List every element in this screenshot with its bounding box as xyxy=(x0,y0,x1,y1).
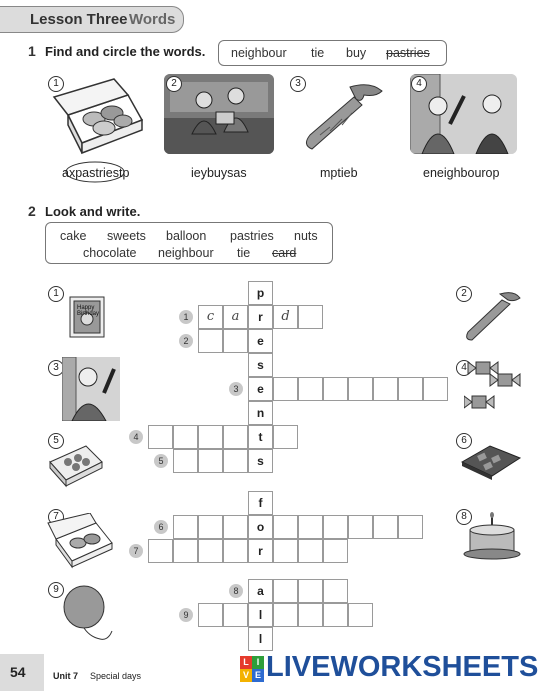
exercise1-title: Find and circle the words. xyxy=(45,44,206,59)
crossword-answer-cell[interactable] xyxy=(198,603,223,627)
crossword-answer-cell[interactable] xyxy=(223,449,248,473)
chocolate-icon xyxy=(460,442,522,480)
crossword-answer-cell[interactable] xyxy=(348,603,373,627)
word-bank-item-crossed: card xyxy=(272,246,297,260)
jumble-word: axpastriestp xyxy=(62,166,130,180)
crossword-answer-cell[interactable] xyxy=(148,425,173,449)
clue-number: 4 xyxy=(129,430,143,444)
crossword-answer-cell[interactable] xyxy=(273,539,298,563)
crossword-answer-cell[interactable] xyxy=(173,449,198,473)
picture-birthday-card xyxy=(64,295,108,339)
nuts-icon xyxy=(46,440,106,488)
unit-title: Special days xyxy=(90,671,142,681)
crossword-answer-cell[interactable] xyxy=(423,377,448,401)
crossword-answer-cell[interactable] xyxy=(198,329,223,353)
clue-number: 7 xyxy=(129,544,143,558)
crossword-answer-cell[interactable] xyxy=(298,539,323,563)
crossword-answer-cell[interactable] xyxy=(223,539,248,563)
picture-number: 7 xyxy=(48,509,64,525)
picture-number: 1 xyxy=(48,286,64,302)
clue-number: 9 xyxy=(179,608,193,622)
crossword-answer-cell[interactable] xyxy=(198,425,223,449)
neighbour-icon xyxy=(62,357,120,421)
crossword-answer-cell[interactable] xyxy=(223,603,248,627)
card-label: Happy Birthday xyxy=(77,305,100,317)
clue-number: 5 xyxy=(154,454,168,468)
picture-pastries xyxy=(46,513,118,569)
word-bank-item: pastries xyxy=(230,229,274,243)
jumble-word: mptieb xyxy=(320,166,358,180)
picture-sweets xyxy=(464,356,524,420)
picture-number: 5 xyxy=(48,433,64,449)
crossword-answer-cell[interactable] xyxy=(198,515,223,539)
badge-letter: V xyxy=(240,669,252,682)
badge-letter: L xyxy=(240,656,252,669)
crossword-answer-cell[interactable] xyxy=(298,579,323,603)
picture-neighbour xyxy=(62,357,120,421)
crossword-answer-cell[interactable] xyxy=(348,515,373,539)
crossword-solution-cell: s xyxy=(248,449,273,473)
exercise2-number: 2 xyxy=(28,203,36,219)
crossword-solution-cell: a xyxy=(248,579,273,603)
unit-label: Unit 7 xyxy=(53,671,79,681)
page-number: 54 xyxy=(10,664,26,680)
item-number-4: 4 xyxy=(411,76,427,92)
crossword-answer-cell[interactable] xyxy=(173,425,198,449)
word-bank-item: buy xyxy=(346,46,367,60)
crossword-answer-cell[interactable] xyxy=(398,377,423,401)
crossword-answer-cell[interactable] xyxy=(298,515,323,539)
crossword-answer-cell[interactable] xyxy=(223,515,248,539)
crossword-answer-cell[interactable] xyxy=(273,515,298,539)
word-bank-item: neighbour xyxy=(231,46,287,60)
crossword-solution-cell: o xyxy=(248,515,273,539)
clue-number: 3 xyxy=(229,382,243,396)
crossword-solution-cell: e xyxy=(248,377,273,401)
crossword-answer-cell[interactable] xyxy=(198,539,223,563)
crossword-solution-cell: l xyxy=(248,627,273,651)
crossword-answer-cell[interactable] xyxy=(298,377,323,401)
crossword-solution-cell: s xyxy=(248,353,273,377)
picture-number: 8 xyxy=(456,509,472,525)
picture-chocolate xyxy=(460,442,522,480)
word-bank-item: tie xyxy=(237,246,251,260)
word-bank-item-crossed: pastries xyxy=(386,46,430,60)
crossword-answer-cell[interactable] xyxy=(323,377,348,401)
picture-number: 4 xyxy=(456,360,472,376)
cake-icon xyxy=(462,512,524,560)
crossword-answer-cell[interactable] xyxy=(323,603,348,627)
crossword-answer-cell[interactable] xyxy=(273,425,298,449)
crossword-answer-cell[interactable] xyxy=(173,515,198,539)
crossword-answer-cell[interactable]: d xyxy=(273,305,298,329)
picture-tie-2 xyxy=(462,288,522,343)
crossword-solution-cell: t xyxy=(248,425,273,449)
exercise2-title: Look and write. xyxy=(45,204,141,219)
crossword-solution-cell: f xyxy=(248,491,273,515)
brand-badge xyxy=(240,656,264,682)
tie-icon xyxy=(462,288,522,343)
crossword-answer-cell[interactable] xyxy=(198,449,223,473)
picture-balloon xyxy=(60,585,120,645)
crossword-answer-cell[interactable] xyxy=(148,539,173,563)
balloon-icon xyxy=(60,585,120,645)
picture-number: 6 xyxy=(456,433,472,449)
picture-number: 3 xyxy=(48,360,64,376)
crossword-solution-cell: r xyxy=(248,539,273,563)
crossword-answer-cell[interactable] xyxy=(273,377,298,401)
crossword-solution-cell: r xyxy=(248,305,273,329)
crossword-answer-cell[interactable]: a xyxy=(223,305,248,329)
word-bank-item: balloon xyxy=(166,229,207,243)
crossword-answer-cell[interactable]: c xyxy=(198,305,223,329)
crossword-answer-cell[interactable] xyxy=(273,603,298,627)
clue-number: 6 xyxy=(154,520,168,534)
crossword-answer-cell[interactable] xyxy=(373,377,398,401)
item-number-1: 1 xyxy=(48,76,64,92)
picture-number: 2 xyxy=(456,286,472,302)
sweets-icon xyxy=(464,356,524,420)
picture-nuts xyxy=(46,440,106,488)
word-bank-item: neighbour xyxy=(158,246,214,260)
crossword-answer-cell[interactable] xyxy=(323,515,348,539)
jumble-word: ieybuysas xyxy=(191,166,247,180)
birthday-card-icon xyxy=(64,295,108,339)
crossword-answer-cell[interactable] xyxy=(298,305,323,329)
clue-number: 1 xyxy=(179,310,193,324)
picture-number: 9 xyxy=(48,582,64,598)
badge-letter: E xyxy=(252,669,264,682)
word-bank-item: chocolate xyxy=(83,246,137,260)
item-number-2: 2 xyxy=(166,76,182,92)
crossword-answer-cell[interactable] xyxy=(298,603,323,627)
item-number-3: 3 xyxy=(290,76,306,92)
crossword-answer-cell[interactable] xyxy=(348,377,373,401)
crossword-solution-cell: n xyxy=(248,401,273,425)
brand-logo: LIVEWORKSHEETS xyxy=(266,651,539,683)
crossword-solution-cell: l xyxy=(248,603,273,627)
crossword-answer-cell[interactable] xyxy=(173,539,198,563)
word-bank-item: cake xyxy=(60,229,87,243)
badge-letter: I xyxy=(252,656,264,669)
crossword-answer-cell[interactable] xyxy=(323,579,348,603)
lesson-title: Lesson Three xyxy=(30,11,128,28)
crossword-answer-cell[interactable] xyxy=(273,579,298,603)
crossword-answer-cell[interactable] xyxy=(398,515,423,539)
clue-number: 8 xyxy=(229,584,243,598)
crossword-solution-cell: e xyxy=(248,329,273,353)
crossword-answer-cell[interactable] xyxy=(223,425,248,449)
exercise1-number: 1 xyxy=(28,43,36,59)
crossword-solution-cell: p xyxy=(248,281,273,305)
lesson-section: Words xyxy=(129,11,176,28)
pastries-icon xyxy=(46,513,118,569)
word-bank-item: tie xyxy=(311,46,325,60)
crossword-answer-cell[interactable] xyxy=(323,539,348,563)
footer xyxy=(0,651,546,691)
clue-number: 2 xyxy=(179,334,193,348)
word-bank-item: sweets xyxy=(107,229,146,243)
word-bank-item: nuts xyxy=(294,229,318,243)
crossword-answer-cell[interactable] xyxy=(223,329,248,353)
jumble-word: eneighbourop xyxy=(423,166,500,180)
picture-cake xyxy=(462,512,524,560)
crossword-answer-cell[interactable] xyxy=(373,515,398,539)
